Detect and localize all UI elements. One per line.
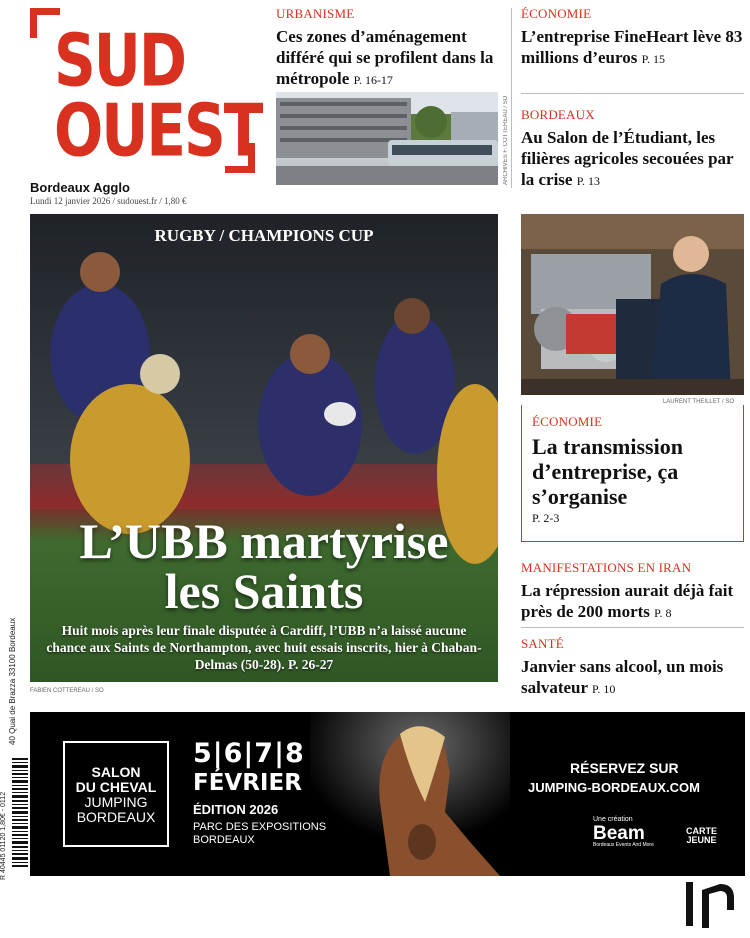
section-label: ÉCONOMIE [532, 414, 603, 429]
headline-text: L’entreprise FineHeart lève 83 millions d’euros [521, 27, 743, 67]
logo-line: JEUNE [686, 835, 717, 845]
publisher-address: 40 Quai de Brazza 33100 Bordeaux [8, 617, 17, 745]
logo-line: SALON [91, 764, 141, 780]
story-iran[interactable] [521, 560, 743, 624]
section-label: URBANISME [276, 6, 355, 21]
main-story-rugby[interactable] [30, 214, 498, 682]
advert-salon-cheval[interactable] [30, 712, 745, 876]
photo-credit: FABIEN COTTEREAU / SO [30, 688, 104, 694]
creation-label: Une création [593, 816, 633, 823]
event-days: 5|6|7|8 [193, 738, 305, 769]
edition-mark-icon [684, 880, 740, 930]
barcode-number: R 40445 01120 1,80€ - 0112 [0, 791, 7, 880]
event-venue: PARC DES EXPOSITIONS [193, 821, 327, 833]
story-salon-etudiant[interactable] [521, 107, 743, 192]
workshop-illustration [521, 214, 744, 395]
story-urbanisme[interactable] [276, 6, 501, 91]
logo-word-sud: SUD [54, 17, 186, 103]
story-headline[interactable] [521, 127, 743, 192]
barcode [10, 758, 30, 868]
section-label: ÉCONOMIE [521, 6, 592, 21]
page-reference: P. 8 [654, 606, 672, 620]
edition-name: Bordeaux Agglo [30, 180, 130, 195]
page-reference: P. 10 [592, 682, 616, 696]
headline-line: les Saints [164, 563, 364, 619]
headline-text: Au Salon de l’Étudiant, les filières agricoles secouées par la crise [521, 128, 734, 189]
logo-word-ouest: OUEST [54, 87, 262, 173]
story-sante[interactable] [521, 636, 743, 700]
page-reference: P. 15 [641, 52, 665, 66]
logo-line: BORDEAUX [76, 809, 156, 825]
photo-credit: ARCHIVES F. COTTEREAU / SO [503, 95, 509, 185]
masthead-logo[interactable] [30, 8, 262, 173]
section-label: SANTÉ [521, 636, 564, 651]
story-headline[interactable] [521, 580, 743, 624]
beam-tagline: Bordeaux Events And More [593, 842, 654, 848]
column-divider [511, 8, 512, 188]
story-lead: Huit mois après leur finale disputée à Cardiff, l’UBB n’a laissé aucune chance aux Saints de Northampton, avec huit essais inscrits, hier à Chaban-Delmas (50-28). P. 26-27 [46, 623, 482, 672]
barcode-graphic [10, 758, 30, 868]
advert-cta: RÉSERVEZ SUR [570, 760, 679, 776]
dateline: Lundi 12 janvier 2026 / sudouest.fr / 1,80 € [30, 196, 187, 206]
headline-text: Ces zones d’aménagement différé qui se profilent dans la métropole [276, 27, 494, 88]
headline-text: La répression aurait déjà fait près de 200 morts [521, 581, 734, 621]
tram-street-illustration [276, 92, 498, 185]
event-month: FÉVRIER [193, 770, 302, 796]
workshop-photo [521, 214, 744, 395]
main-headline[interactable] [30, 513, 498, 619]
story-headline[interactable] [521, 656, 743, 700]
section-label: BORDEAUX [521, 107, 595, 122]
salon-cheval-logo [63, 741, 169, 847]
section-label: MANIFESTATIONS EN IRAN [521, 560, 692, 575]
story-divider [521, 627, 744, 628]
carte-jeune-logo [686, 827, 717, 845]
story-kicker: RUGBY / CHAMPIONS CUP [154, 226, 374, 245]
headline-text: Janvier sans alcool, un mois salvateur [521, 657, 724, 697]
logo-line: JUMPING [84, 794, 148, 810]
beam-logo: Beam [593, 823, 645, 844]
headline-line: L’UBB martyrise [79, 513, 449, 569]
logo-line: CARTE [686, 826, 717, 836]
event-edition: ÉDITION 2026 [193, 802, 279, 817]
edition-mark-graphic [684, 880, 740, 930]
advert-url-link[interactable]: JUMPING-BORDEAUX.COM [528, 780, 700, 795]
story-divider [521, 93, 744, 94]
page-reference: P. 13 [576, 174, 601, 188]
event-venue-city: BORDEAUX [193, 834, 255, 846]
story-headline: La transmission d’entreprise, ça s’organise [532, 434, 683, 509]
photo-credit: LAURENT THEILLET / SO [662, 399, 734, 405]
page-reference: P. 16-17 [353, 73, 393, 87]
logo-line: DU CHEVAL [75, 779, 157, 795]
story-headline[interactable] [276, 26, 501, 91]
story-transmission[interactable] [532, 414, 737, 526]
story-headline[interactable] [521, 26, 743, 70]
page-reference: P. 2-3 [532, 511, 560, 525]
story-fineheart[interactable] [521, 6, 743, 70]
urbanisme-photo [276, 92, 498, 185]
